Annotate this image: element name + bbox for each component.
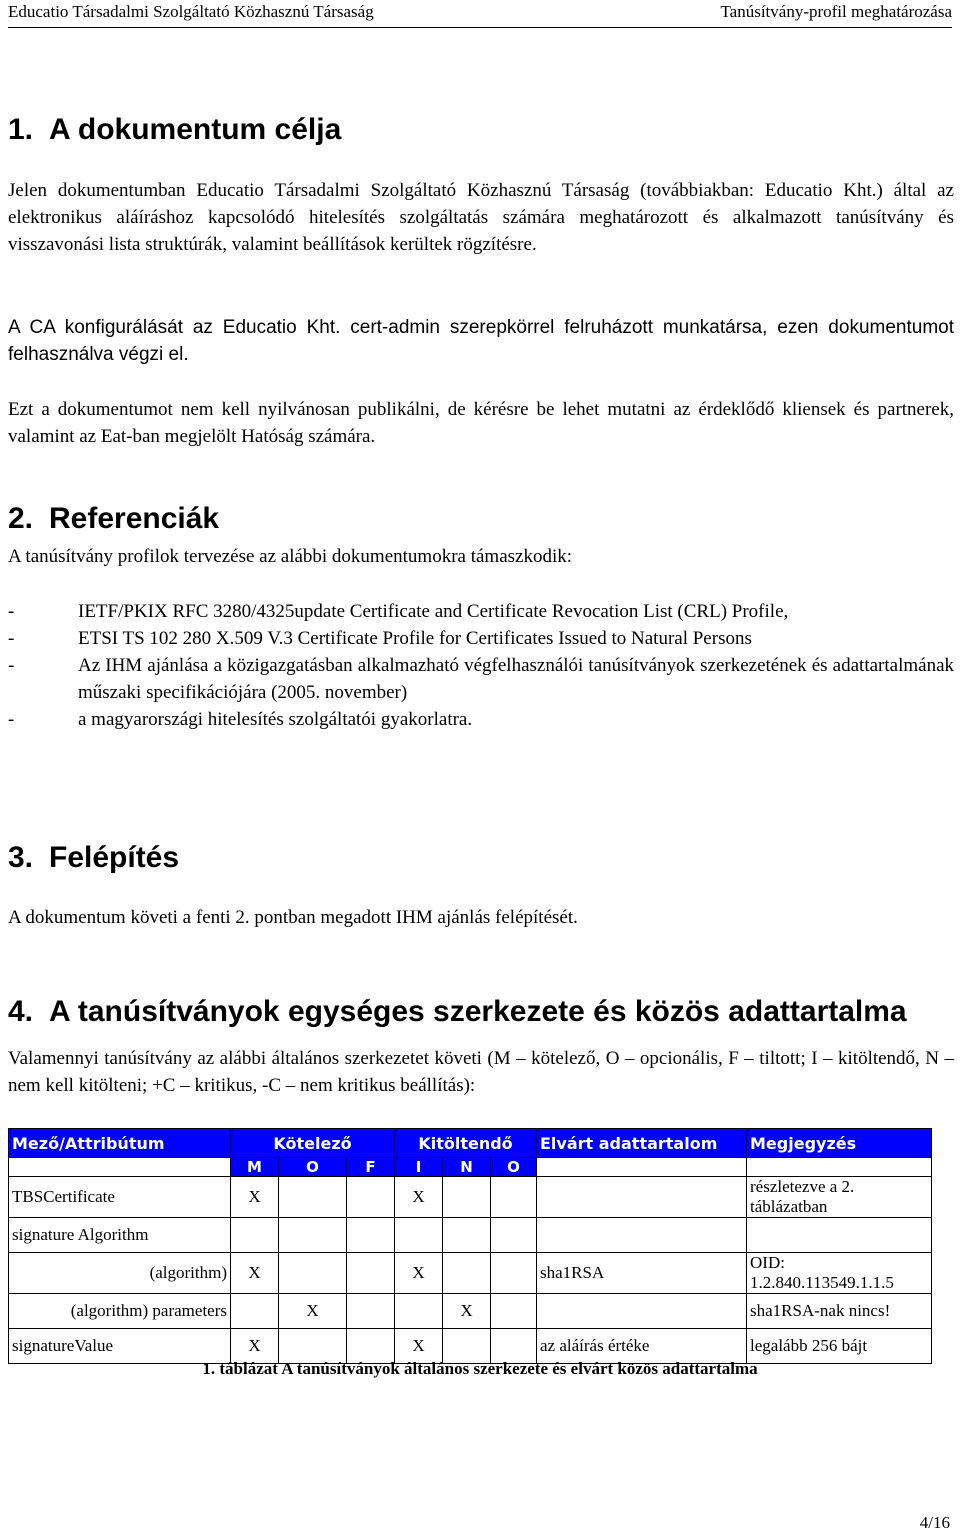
col-header-fill: Kitöltendő [395,1129,537,1158]
header-rule [8,27,952,28]
page-header [8,2,952,24]
section-1-heading: 1. A dokumentum célja [8,113,342,146]
reference-item: - IETF/PKIX RFC 3280/4325update Certificate and Certificate Revocation List (CRL) Profile, [8,598,954,625]
s1-paragraph-2: A CA konfigurálását az Educatio Kht. cert-admin szerepkörrel felruházott munkatársa, ezen dokumentumot felhasználva végzi el. [8,317,954,365]
sub-o2: O [491,1158,537,1177]
table-header-row [9,1129,932,1158]
sub-m: M [231,1158,279,1177]
s3-text: A dokumentum követi a fenti 2. pontban megadott IHM ajánlás felépítését. [8,907,578,928]
table-row: signatureValue X X az aláírás értéke legalább 256 bájt [9,1329,932,1364]
s1-paragraph-1: Jelen dokumentumban Educatio Társadalmi Szolgáltató Közhasznú Társaság (továbbiakban: Educatio Kht.) által az elektronikus aláíráshoz kapcsolódó hitelesítés szolgáltatás számára meghatározott és alkalmazott tanúsítvány és visszavonási lista struktúrák, valamint beállítások kerültek rögzítésre. [8,180,954,255]
page-number: 4/16 [919,1513,950,1532]
col-header-note: Megjegyzés [747,1129,932,1158]
header-left: Educatio Társadalmi Szolgáltató Közhasznú Társaság [8,2,374,21]
table-row: (algorithm) X X sha1RSA OID: 1.2.840.113549.1.1.5 [9,1253,932,1294]
s4-text: Valamennyi tanúsítvány az alábbi általános szerkezetet követi (M – kötelező, O – opcionális, F – tiltott; I – kitöltendő, N – nem kell kitölteni; +C – kritikus, -C – nem kritikus beállítás): [8,1048,954,1096]
attribute-table [8,1128,932,1364]
reference-item: - ETSI TS 102 280 X.509 V.3 Certificate Profile for Certificates Issued to Natural Persons [8,625,954,652]
reference-list [8,598,954,733]
sub-f: F [347,1158,395,1177]
reference-item: - Az IHM ajánlása a közigazgatásban alkalmazható végfelhasználói tanúsítványok szerkezetének és adattartalmának műszaki specifikációjára (2005. november) [8,652,954,706]
table-row: (algorithm) parameters X X sha1RSA-nak nincs! [9,1294,932,1329]
sub-o: O [279,1158,347,1177]
sub-i: I [395,1158,443,1177]
reference-item: - a magyarországi hitelesítés szolgáltatói gyakorlatra. [8,706,954,733]
s1-paragraph-3: Ezt a dokumentumot nem kell nyilvánosan publikálni, de kérésre be lehet mutatni az érdeklődő kliensek és partnerek, valamint az Eat-ban megjelölt Hatóság számára. [8,399,954,447]
s2-intro: A tanúsítvány profilok tervezése az alábbi dokumentumokra támaszkodik: [8,546,573,567]
section-3-heading: 3. Felépítés [8,841,180,874]
table-subheader-row [9,1158,932,1177]
header-right: Tanúsítvány-profil meghatározása [720,2,952,21]
section-2-heading: 2. Referenciák [8,502,220,535]
table-row: TBSCertificate X X részletezve a 2. táblázatban [9,1177,932,1218]
table-caption: 1. táblázat A tanúsítványok általános szerkezete és elvárt közös adattartalma [202,1359,758,1378]
col-header-expected: Elvárt adattartalom [537,1129,747,1158]
table-row: signature Algorithm [9,1218,932,1253]
col-header-field: Mező/Attribútum [9,1129,231,1158]
sub-n: N [443,1158,491,1177]
section-4-heading: 4. A tanúsítványok egységes szerkezete és közös adattartalma [8,995,907,1028]
col-header-required: Kötelező [231,1129,395,1158]
